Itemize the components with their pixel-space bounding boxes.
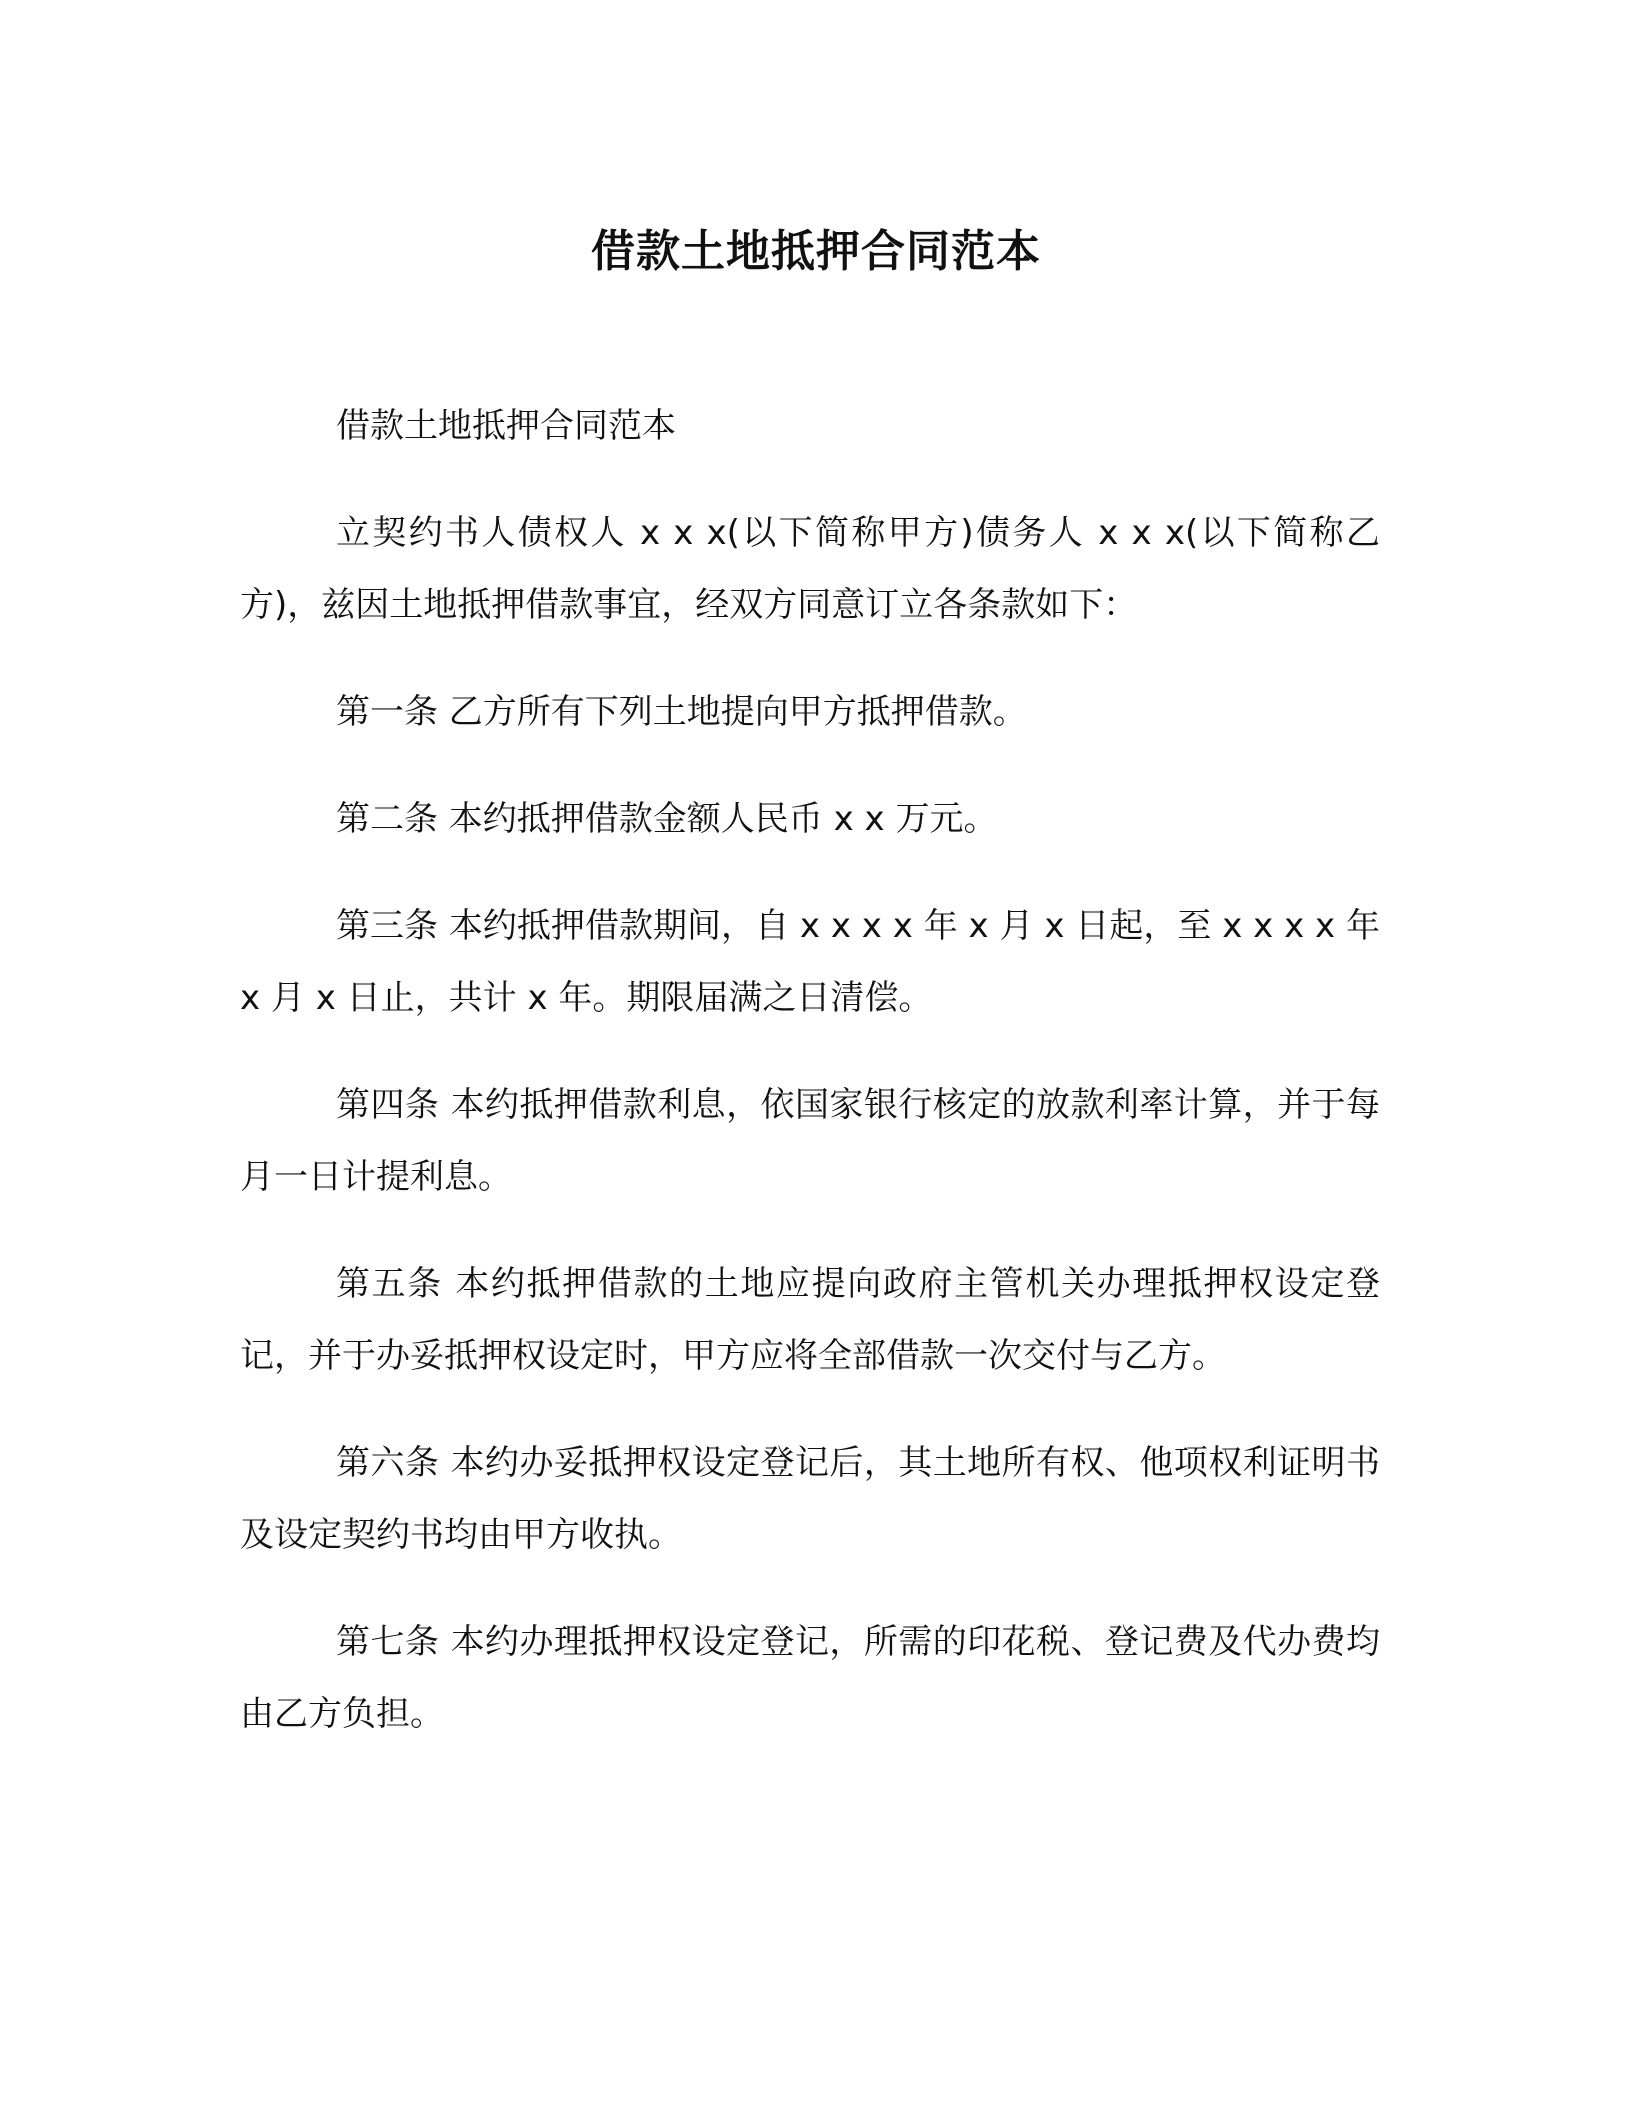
paragraph-preamble: 立契约书人债权人 x x x(以下简称甲方)债务人 x x x(以下简称乙方)，兹因土地抵押借款事宜，经双方同意订立各条款如下：	[240, 513, 1380, 625]
paragraph-article-2: 第二条 本约抵押借款金额人民币 x x 万元。	[336, 799, 998, 839]
paragraph-article-3: 第三条 本约抵押借款期间，自 x x x x 年 x 月 x 日起，至 x x x x 年 x 月 x 日止，共计 x 年。期限届满之日清偿。	[240, 906, 1380, 1018]
paragraph-article-1: 第一条 乙方所有下列土地提向甲方抵押借款。	[336, 692, 1027, 732]
document-title: 借款土地抵押合同范本	[591, 226, 1041, 277]
paragraph-heading: 借款土地抵押合同范本	[336, 406, 676, 446]
paragraph-article-7: 第七条 本约办理抵押权设定登记，所需的印花税、登记费及代办费均由乙方负担。	[240, 1622, 1380, 1734]
paragraph-article-6: 第六条 本约办妥抵押权设定登记后，其土地所有权、他项权利证明书及设定契约书均由甲方收执。	[240, 1443, 1380, 1555]
paragraph-article-5: 第五条 本约抵押借款的土地应提向政府主管机关办理抵押权设定登记，并于办妥抵押权设定时，甲方应将全部借款一次交付与乙方。	[240, 1264, 1380, 1376]
paragraph-article-4: 第四条 本约抵押借款利息，依国家银行核定的放款利率计算，并于每月一日计提利息。	[240, 1085, 1380, 1197]
document-body	[240, 390, 1380, 1785]
